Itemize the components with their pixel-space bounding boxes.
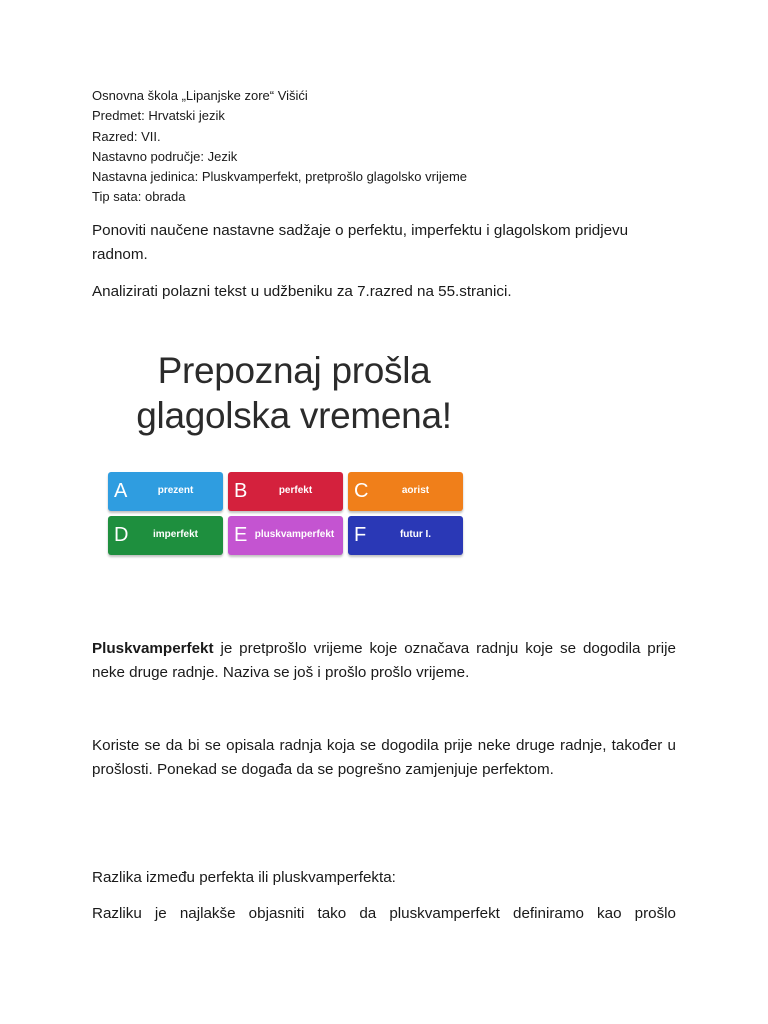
- quiz-option-d[interactable]: [108, 516, 223, 555]
- definition-paragraph: [92, 637, 676, 685]
- quiz-title-line-1: Prepoznaj prošla: [157, 350, 431, 391]
- difference-paragraph: Razliku je najlakše objasniti tako da pluskvamperfekt definiramo kao prošlo: [92, 905, 676, 922]
- option-label: pluskvamperfekt: [254, 529, 335, 540]
- quiz-title: [104, 348, 484, 438]
- lesson-type-line: Tip sata: obrada: [92, 189, 186, 205]
- school-name: Osnovna škola „Lipanjske zore“ Višići: [92, 88, 308, 103]
- option-label: futur I.: [399, 529, 432, 540]
- area-line: Nastavno područje: Jezik: [92, 148, 238, 164]
- document-header: [92, 86, 692, 208]
- grade-line: Razred: VII.: [92, 128, 161, 144]
- option-letter: B: [234, 480, 248, 502]
- option-letter: A: [114, 480, 128, 502]
- quiz-title-line-2: glagolska vremena!: [136, 395, 452, 436]
- intro-paragraph-2: Analizirati polazni tekst u udžbeniku za 7.razred na 55.stranici.: [92, 283, 512, 300]
- option-letter: C: [354, 480, 369, 502]
- difference-heading: Razlika između perfekta ili pluskvamperfekta:: [92, 869, 396, 886]
- option-label: prezent: [157, 485, 194, 496]
- unit-line: Nastavna jedinica: Pluskvamperfekt, pretprošlo glagolsko vrijeme: [92, 169, 468, 185]
- option-label: imperfekt: [152, 529, 198, 540]
- quiz-options-grid: [108, 472, 464, 557]
- quiz-option-a[interactable]: [108, 472, 223, 511]
- quiz-option-f[interactable]: [348, 516, 463, 555]
- option-label: aorist: [401, 485, 430, 496]
- option-letter: F: [354, 524, 367, 546]
- option-letter: E: [234, 524, 248, 546]
- quiz-option-c[interactable]: [348, 472, 463, 511]
- usage-paragraph: Koriste se da bi se opisala radnja koja se dogodila prije neke druge radnje, također u prošlosti. Ponekad se događa da se pogrešno zamjenjuje perfektom.: [92, 737, 676, 778]
- option-letter: D: [114, 524, 129, 546]
- intro-paragraph-1: Ponoviti naučene nastavne sadžaje o perfektu, imperfektu i glagolskom pridjevu radnom.: [92, 222, 629, 263]
- term-pluskvamperfekt: Pluskvamperfekt: [92, 640, 214, 657]
- option-label: perfekt: [278, 485, 313, 496]
- quiz-option-e[interactable]: [228, 516, 343, 555]
- subject-line: Predmet: Hrvatski jezik: [92, 108, 225, 124]
- quiz-option-b[interactable]: [228, 472, 343, 511]
- definition-text: je pretprošlo vrijeme koje označava radnju koje se dogodila prije neke druge radnje. Naziva se još i prošlo prošlo vrijeme.: [92, 640, 676, 681]
